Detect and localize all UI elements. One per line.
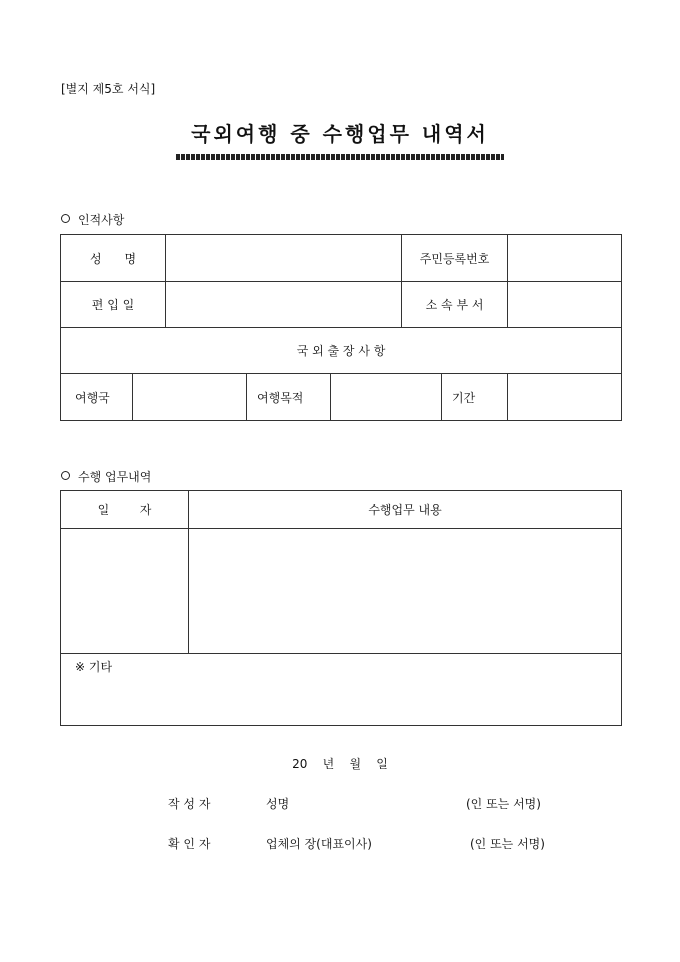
confirmer-label: 확 인 자 xyxy=(168,837,211,851)
resident-number-field[interactable] xyxy=(508,235,622,282)
personal-info-table xyxy=(60,234,622,421)
personal-section-label: 인적사항 xyxy=(78,213,125,227)
content-field[interactable] xyxy=(189,529,622,654)
other-field[interactable] xyxy=(61,654,622,726)
author-label: 작 성 자 xyxy=(168,797,211,811)
period-field[interactable] xyxy=(508,374,622,421)
name-field[interactable] xyxy=(166,235,402,282)
title-underline xyxy=(176,154,504,160)
author-field[interactable]: 성명 xyxy=(266,797,290,811)
work-section-label: 수행 업무내역 xyxy=(78,470,152,484)
date-column-header: 일 자 xyxy=(61,491,189,529)
work-table xyxy=(60,490,622,726)
country-label: 여행국 xyxy=(61,374,133,421)
personal-section-heading xyxy=(61,211,124,228)
page-title: 국외여행 중 수행업무 내역서 xyxy=(191,122,489,146)
enroll-date-label: 편 입 일 xyxy=(61,282,166,328)
period-label: 기간 xyxy=(442,374,508,421)
resident-number-label: 주민등록번호 xyxy=(402,235,508,282)
author-seal[interactable]: (인 또는 서명) xyxy=(466,797,541,811)
form-number: [별지 제5호 서식] xyxy=(61,82,156,96)
circle-bullet-icon xyxy=(61,471,70,480)
country-field[interactable] xyxy=(133,374,247,421)
department-label: 소 속 부 서 xyxy=(402,282,508,328)
work-section-heading xyxy=(61,468,151,485)
circle-bullet-icon xyxy=(61,214,70,223)
department-field[interactable] xyxy=(508,282,622,328)
confirmer-seal[interactable]: (인 또는 서명) xyxy=(470,837,545,851)
date-field[interactable] xyxy=(61,529,189,654)
trip-heading: 국 외 출 장 사 항 xyxy=(61,328,622,374)
other-label: ※ 기타 xyxy=(75,660,113,674)
purpose-field[interactable] xyxy=(331,374,442,421)
enroll-date-field[interactable] xyxy=(166,282,402,328)
content-column-header: 수행업무 내용 xyxy=(189,491,622,529)
date-line: 20 년 월 일 xyxy=(292,757,388,771)
confirmer-field[interactable]: 업체의 장(대표이사) xyxy=(266,837,372,851)
purpose-label: 여행목적 xyxy=(247,374,331,421)
name-label: 성 명 xyxy=(61,235,166,282)
